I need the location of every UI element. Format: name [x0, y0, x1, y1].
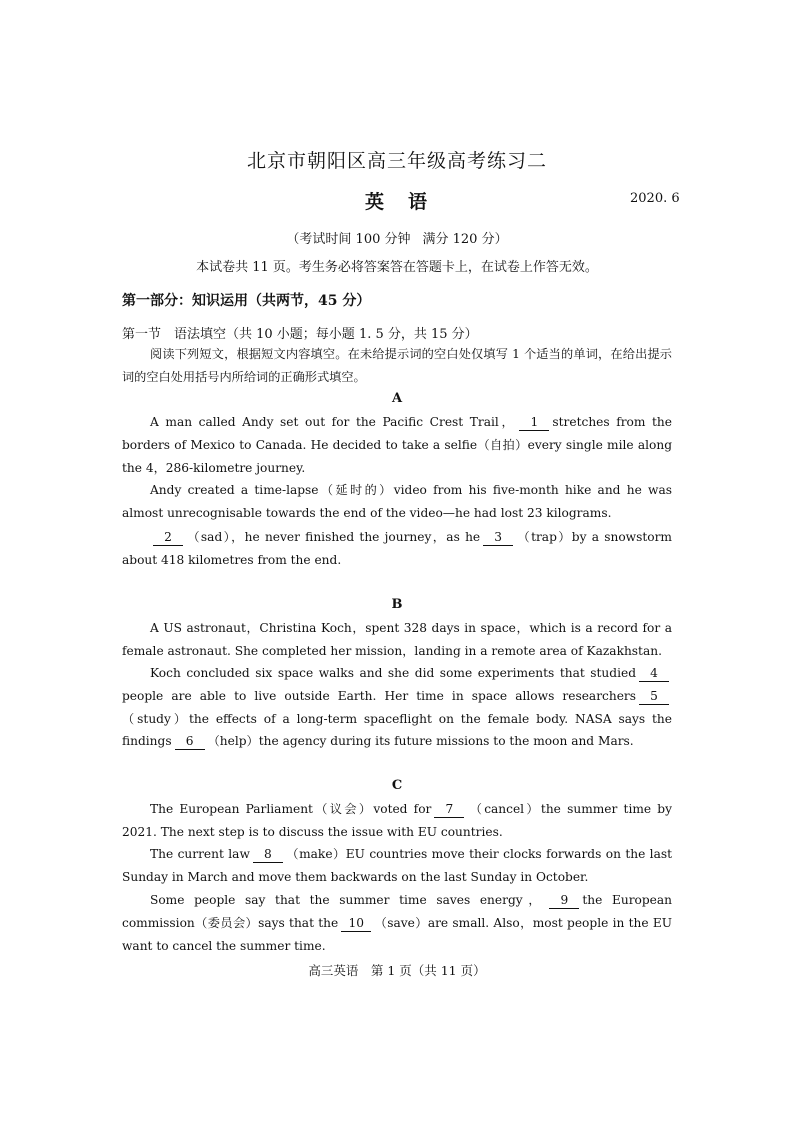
passage-label-b: B — [391, 597, 403, 612]
blank-2[interactable]: 2 — [153, 530, 183, 546]
blank-5[interactable]: 5 — [639, 689, 669, 705]
blank-1[interactable]: 1 — [519, 415, 549, 431]
passage-text: the European commission（委员会）says that the — [122, 893, 673, 930]
blank-9[interactable]: 9 — [549, 893, 579, 909]
passage-b-paragraph-2 — [122, 662, 672, 753]
blank-10[interactable]: 10 — [341, 916, 371, 932]
blank-7[interactable]: 7 — [434, 802, 464, 818]
passage-text: （cancel）the summer time by 2021. The next step is to discuss the issue with EU countries. — [122, 802, 672, 839]
passage-text: （make）EU countries move their clocks forwards on the last Sunday in March and move them backwards on the last Sunday in October. — [122, 847, 672, 884]
exam-title: 北京市朝阳区高三年级高考练习二 — [246, 150, 547, 172]
exam-date: 2020. 6 — [630, 191, 680, 206]
subject-char-1: 英 — [364, 191, 386, 213]
section-heading: 第一节 语法填空（共 10 小题；每小题 1. 5 分，共 15 分） — [122, 327, 478, 342]
passage-text: （sad），he never finished the journey，as he — [186, 530, 481, 544]
passage-text: stretches from the borders of Mexico to Canada. He decided to take a selfie（自拍）every single mile along the 4，286-kilometre journey. — [122, 415, 672, 475]
blank-4[interactable]: 4 — [639, 666, 669, 682]
passage-text: （help）the agency during its future missions to the moon and Mars. — [207, 734, 634, 749]
exam-time: （考试时间 100 分钟 — [286, 232, 411, 247]
passage-c-paragraph-3 — [122, 889, 672, 957]
passage-text: （save）are small. Also，most people in the EU want to cancel the summer time. — [122, 915, 673, 953]
passage-text: Some people say that the summer time saves energy， — [150, 893, 547, 907]
passage-label-a: A — [391, 391, 403, 406]
passage-text: （trap）by a snowstorm about 418 kilometres from the end. — [122, 530, 672, 567]
section-instructions: 阅读下列短文，根据短文内容填空。在未给提示词的空白处仅填写 1 个适当的单词，在给出提示词的空白处用括号内所给词的正确形式填空。 — [122, 347, 672, 384]
blank-6[interactable]: 6 — [175, 734, 205, 750]
subject-char-2: 语 — [408, 191, 430, 213]
passage-text: people are able to live outside Earth. Her time in space allows researchers — [122, 688, 636, 703]
blank-8[interactable]: 8 — [253, 847, 283, 863]
exam-info — [0, 228, 794, 247]
passage-b-paragraph-1: A US astronaut，Christina Koch，spent 328 days in space，which is a record for a female astronaut. She completed her mission，landing in a remote area of Kazakhstan. — [122, 621, 672, 658]
part-heading: 第一部分：知识运用（共两节，45 分） — [122, 293, 371, 309]
passage-text: Koch concluded six space walks and she did some experiments that studied — [150, 666, 636, 680]
passage-text: A man called Andy set out for the Pacific Crest Trail， — [150, 415, 517, 429]
passage-a-paragraph-1 — [122, 411, 672, 479]
passage-a-paragraph-3 — [122, 526, 672, 572]
passage-label-c: C — [391, 778, 403, 793]
passage-a-paragraph-2: Andy created a time-lapse（延时的）video from his five-month hike and he was almost unrecognisable towards the end of the video—he had lost 23 kilograms. — [122, 483, 672, 520]
passage-text: The current law — [150, 847, 250, 861]
passage-c-paragraph-2 — [122, 843, 672, 889]
passage-text: The European Parliament（议会）voted for — [150, 802, 432, 816]
passage-c-paragraph-1 — [122, 798, 672, 844]
exam-notice: 本试卷共 11 页。考生务必将答案答在答题卡上，在试卷上作答无效。 — [196, 260, 598, 275]
blank-3[interactable]: 3 — [483, 530, 513, 546]
passage-text: （study）the effects of a long-term spaceflight on the female body. NASA says the findings — [122, 711, 672, 749]
page-footer: 高三英语 第 1 页（共 11 页） — [308, 963, 486, 978]
exam-score: 满分 120 分） — [422, 232, 508, 247]
